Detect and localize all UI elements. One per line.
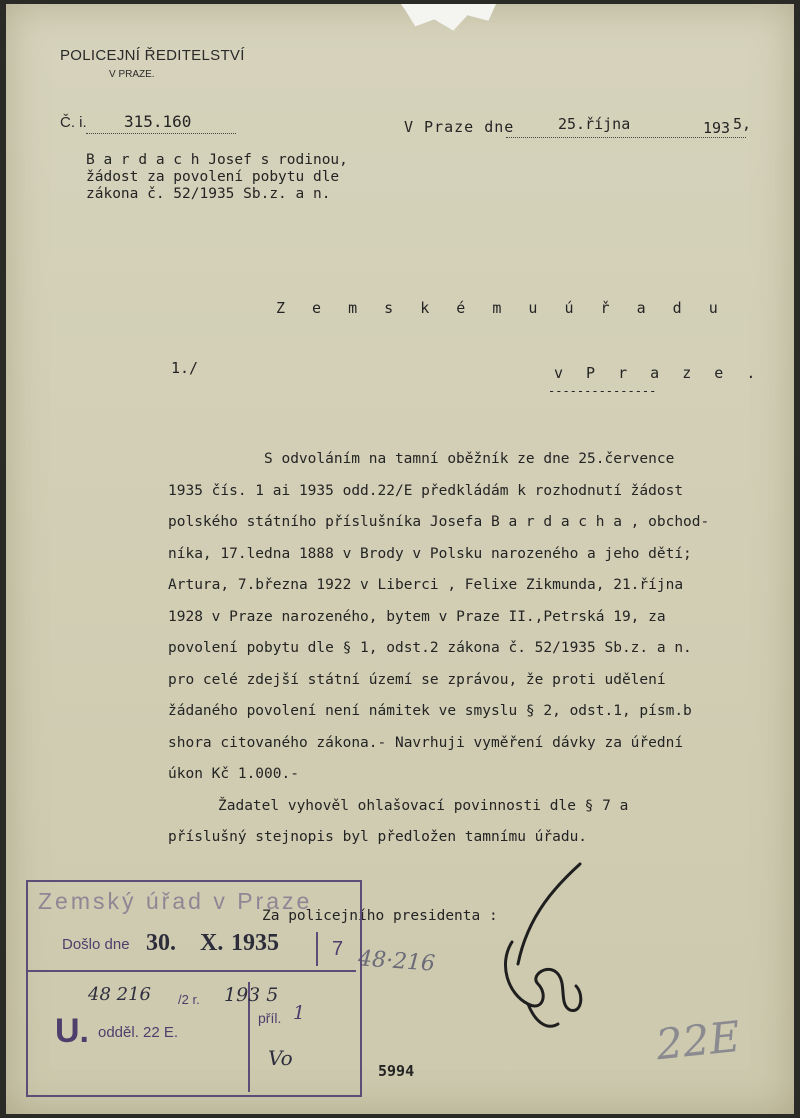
- torn-edge: [401, 4, 496, 32]
- handwritten-signature: [488, 854, 598, 1034]
- stamp-u-mark: U.: [55, 1012, 89, 1050]
- body-line: shora citovaného zákona.- Navrhuji vyměření dávky za úřední: [168, 734, 684, 751]
- body-line: S odvoláním na tamní oběžník ze dne 25.července: [264, 451, 675, 467]
- body-line: Artura, 7.března 1922 v Liberci , Felixe Zikmunda, 21.října: [168, 577, 684, 593]
- stamp-number: 7: [332, 938, 344, 960]
- enclosure-count: 1./: [171, 359, 199, 377]
- receipt-stamp: [26, 880, 362, 1097]
- body-line: pro celé zdejší státní území se zprávou, že proti udělení: [168, 671, 666, 688]
- folio-number: 5994: [378, 1062, 415, 1080]
- date-label: V Praze dne: [404, 118, 515, 136]
- signature-label: Za policejního presidenta :: [262, 908, 498, 924]
- stamp-case-number: 48 216: [88, 984, 151, 1005]
- reference-line: [86, 133, 236, 134]
- stamp-year-written: 193 5: [224, 984, 279, 1006]
- subject-line: B a r d a c h Josef s rodinou,: [86, 152, 348, 168]
- pencil-case-note: 48·216: [357, 946, 436, 977]
- stamp-received-label: Došlo dne: [62, 936, 130, 953]
- body-line: žádaného povolení není námitek ve smyslu § 2, odst.1, písm.b: [168, 703, 692, 719]
- office-name: POLICEJNÍ ŘEDITELSTVÍ: [60, 47, 245, 64]
- body-line: 1935 čís. 1 ai 1935 odd.22/E předkládám k rozhodnutí žádost: [168, 482, 684, 499]
- body-line: povolení pobytu dle § 1, odst.2 zákona č. 52/1935 Sb.z. a n.: [168, 640, 692, 656]
- stamp-r-label: /2 r.: [178, 992, 200, 1007]
- year-prefix: 193: [703, 119, 731, 137]
- stamp-attachments-label: příl.: [258, 1010, 282, 1026]
- addressee-office: Z e m s k é m u ú ř a d u: [276, 299, 727, 317]
- stamp-divider: [28, 970, 356, 972]
- subject-line: zákona č. 52/1935 Sb.z. a n.: [86, 186, 331, 202]
- corner-pencil-mark: 22E: [653, 1011, 743, 1070]
- stamp-initials: Vo: [268, 1046, 293, 1070]
- stamp-title: Zemský úřad v Praze: [38, 888, 313, 914]
- body-line: níka, 17.ledna 1888 v Brody v Polsku narozeného a jeho dětí;: [168, 545, 692, 562]
- body-line: úkon Kč 1.000.-: [168, 766, 299, 782]
- subject-line: žádost za povolení pobytu dle: [86, 169, 340, 185]
- body-line: 1928 v Praze narozeného, bytem v Praze II.,Petrská 19, za: [168, 608, 666, 625]
- body-line: příslušný stejnopis byl předložen tamnímu úřadu.: [168, 829, 588, 845]
- date-line: [506, 137, 746, 138]
- subject-block: [86, 152, 348, 203]
- addressee-city-underline: ---------------: [548, 384, 657, 398]
- letter-body: [168, 444, 778, 854]
- reference-label: Č. i.: [60, 114, 87, 131]
- reference-number: 315.160: [124, 112, 192, 131]
- body-line: Žadatel vyhověl ohlašovací povinnosti dle § 7 a: [218, 797, 629, 814]
- year-digit: 5,: [733, 115, 752, 133]
- stamp-day: 30.: [146, 930, 176, 956]
- addressee-city: v P r a z e .: [554, 364, 763, 382]
- stamp-month: X.: [200, 930, 224, 956]
- stamp-department: odděl. 22 E.: [98, 1024, 179, 1041]
- body-line: polského státního příslušníka Josefa B a r d a c h a , obchod-: [168, 514, 710, 530]
- date-value: 25.října: [558, 115, 631, 133]
- stamp-attachments-value: 1: [293, 1002, 306, 1024]
- office-city: V PRAZE.: [109, 69, 155, 80]
- stamp-year: 1935: [231, 930, 279, 956]
- document-page: [6, 4, 794, 1114]
